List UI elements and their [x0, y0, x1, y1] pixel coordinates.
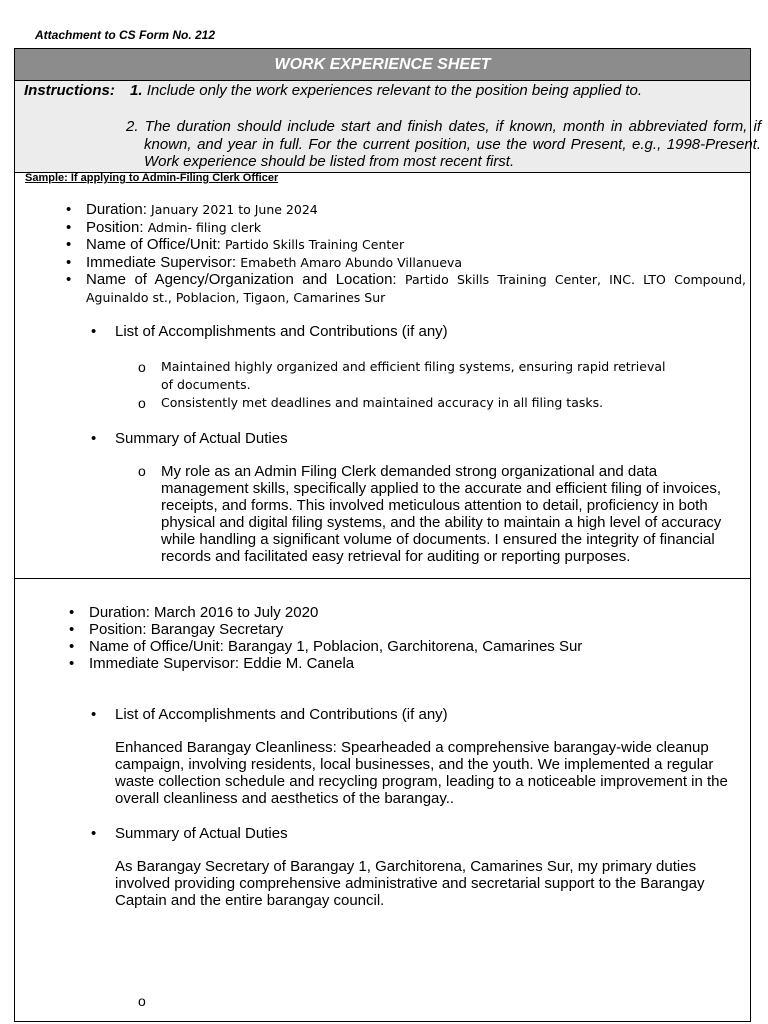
entry1-details — [86, 201, 746, 306]
entry1-supervisor — [86, 254, 746, 272]
entry1-duties-heading: • Summary of Actual Duties — [115, 430, 288, 447]
entry2-duties-text: As Barangay Secretary of Barangay 1, Garchitorena, Camarines Sur, my primary duties involved providing comprehensive administrative and secretarial support to the Barangay Captain and the entire barangay council. — [115, 858, 705, 909]
entry1-position — [86, 219, 746, 237]
supervisor-label: Immediate Supervisor: — [86, 253, 241, 271]
list-item: o Consistently met deadlines and maintained accuracy in all filing tasks. — [161, 394, 681, 412]
attachment-label: Attachment to CS Form No. 212 — [35, 28, 216, 42]
sheet-title: WORK EXPERIENCE SHEET — [15, 49, 750, 81]
position-label: Position: — [86, 218, 148, 236]
instruction-1-text: Include only the work experiences relevant to the position being applied to. — [146, 82, 643, 99]
entry2-office: • Name of Office/Unit: Barangay 1, Poblacion, Garchitorena, Camarines Sur — [89, 638, 739, 655]
position-value: Admin- filing clerk — [147, 219, 262, 235]
entry2-accomplishments-text: Enhanced Barangay Cleanliness: Spearheaded a comprehensive barangay-wide cleanup campaign, involving residents, local businesses, and the youth. We implemented a regular waste collection schedule and recycling program, leading to a noticeable improvement in the overall cleanliness and aesthetics of the barangay.. — [115, 739, 728, 807]
entry1-accomplishments-heading: • List of Accomplishments and Contributions (if any) — [115, 323, 448, 340]
entry1-office — [86, 236, 746, 254]
instruction-2: 2. The duration should include start and finish dates, if known, month in abbreviated form, if known, and year in full. For the current position, use the word Present, e.g., 1998-Present. Work experience should be listed from most recent first. — [126, 118, 761, 170]
entry2-supervisor: • Immediate Supervisor: Eddie M. Canela — [89, 655, 739, 672]
duration-value: January 2021 to June 2024 — [151, 202, 318, 217]
entry1-accomplishments-list — [161, 358, 681, 412]
entry2-details — [89, 604, 739, 672]
work-experience-sheet — [14, 48, 761, 1022]
list-item: o My role as an Admin Filing Clerk demanded strong organizational and data management skills, specifically applied to the accurate and efficient filing of invoices, receipts, and forms. This involved meticulous attention to detail, proficiency in both physical and digital filing systems, and the ability to maintain a high level of accuracy while handling a significant volume of documents. I ensured the integrity of financial records and facilitated easy retrieval for auditing or reporting purposes. — [161, 463, 741, 565]
entry2-position: • Position: Barangay Secretary — [89, 621, 739, 638]
entry2-duration: • Duration: March 2016 to July 2020 — [89, 604, 739, 621]
entry1-duration — [86, 201, 746, 219]
instruction-1 — [130, 82, 642, 99]
instructions-label: Instructions: — [24, 82, 115, 99]
entry-divider — [15, 578, 750, 579]
agency-value: Partido Skills Training Center, INC. LTO Compound, Aguinaldo st., Poblacion, Tigaon, Camarines Sur — [86, 272, 746, 305]
duration-label: Duration: — [86, 201, 152, 218]
office-label: Name of Office/Unit: — [86, 236, 225, 253]
sample-label: Sample: If applying to Admin-Filing Clerk Officer — [25, 172, 279, 184]
instruction-1-number: 1. — [130, 82, 143, 99]
entry1-duties-list — [161, 463, 741, 565]
list-item: o Maintained highly organized and efficient filing systems, ensuring rapid retrieval of documents. — [161, 358, 681, 394]
entry1-agency — [86, 271, 746, 306]
empty-bullet: o — [138, 993, 146, 1009]
supervisor-value: Emabeth Amaro Abundo Villanueva — [240, 254, 463, 270]
agency-label: Name of Agency/Organization and Location: — [86, 271, 406, 288]
entry2-duties-heading: • Summary of Actual Duties — [115, 825, 288, 842]
office-value: Partido Skills Training Center — [224, 237, 405, 252]
instructions-box — [15, 81, 761, 173]
entry2-accomplishments-heading: • List of Accomplishments and Contributions (if any) — [115, 706, 448, 723]
